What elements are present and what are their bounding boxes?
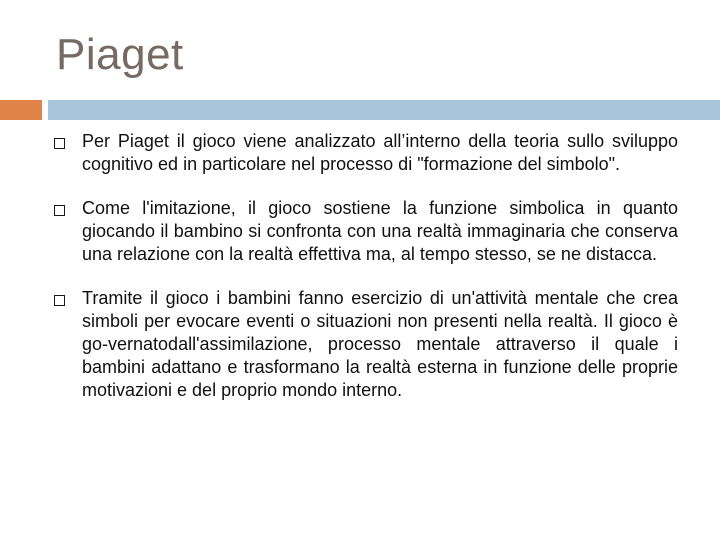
square-bullet-icon (54, 295, 65, 306)
bullet-list (54, 130, 678, 423)
accent-bar (0, 100, 42, 120)
bullet-text: Tramite il gioco i bambini fanno esercizio di un'attività mentale che crea simboli per evocare eventi o situazioni non presenti nella realtà. Il gioco è go-vernatodall'assimilazione, processo mentale attraverso il quale i bambini adattano e trasformano la realtà esterna in funzione delle proprie motivazioni e del proprio mondo interno. (82, 288, 678, 400)
bullet-item (54, 130, 678, 176)
slide-title: Piaget (56, 30, 184, 79)
bullet-item (54, 287, 678, 402)
square-bullet-icon (54, 138, 65, 149)
bullet-text: Per Piaget il gioco viene analizzato all’interno della teoria sullo sviluppo cognitivo ed in particolare nel processo di "formazione del simbolo". (82, 131, 678, 174)
bullet-text: Come l'imitazione, il gioco sostiene la funzione simbolica in quanto giocando il bambino si confronta con una realtà immaginaria che conserva una relazione con la realtà effettiva ma, al tempo stesso, se ne distacca. (82, 198, 678, 264)
title-rule-bar (48, 100, 720, 120)
square-bullet-icon (54, 205, 65, 216)
bullet-item (54, 197, 678, 266)
